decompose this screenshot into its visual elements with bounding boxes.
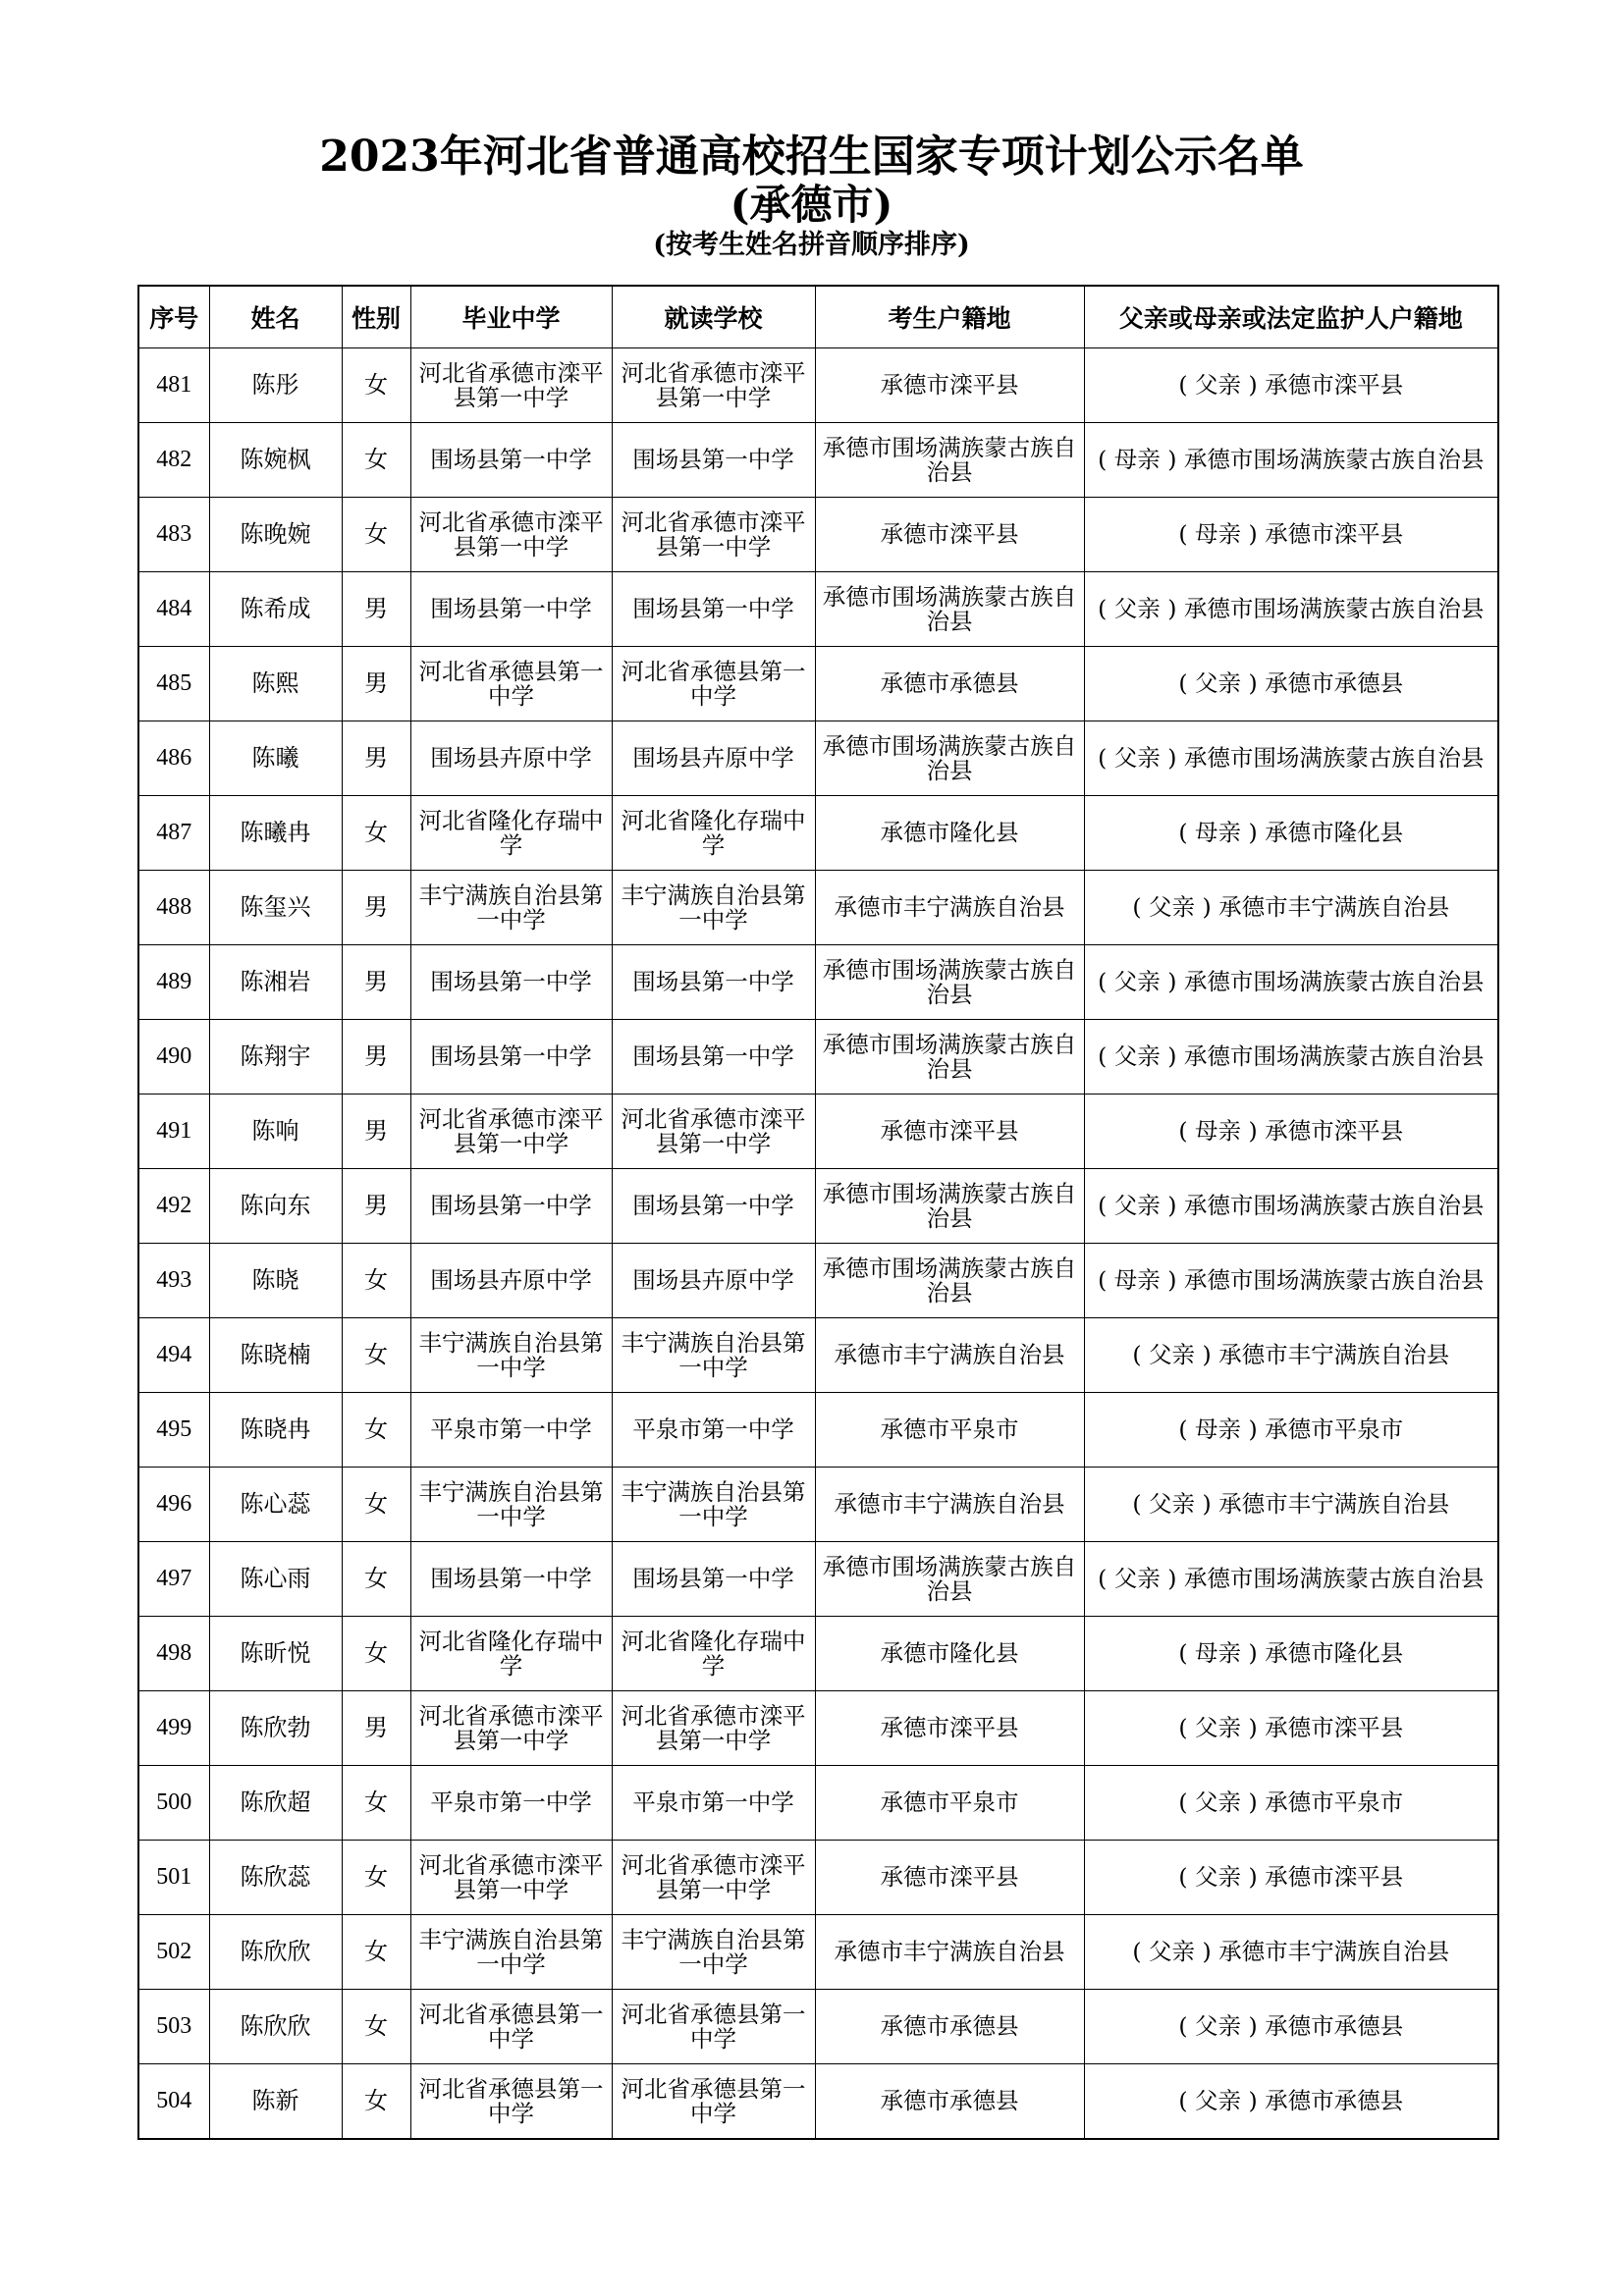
cell-grad-school: 围场县卉原中学 xyxy=(410,721,612,796)
table-row xyxy=(138,1990,1498,2064)
cell-residence: 承德市隆化县 xyxy=(815,1617,1084,1691)
cell-seq: 498 xyxy=(138,1617,209,1691)
table-row xyxy=(138,1841,1498,1915)
guardian-relation: ( 母亲 ) xyxy=(1178,1117,1258,1145)
cell-current-school: 河北省承德市滦平县第一中学 xyxy=(612,1691,815,1766)
cell-gender: 女 xyxy=(342,1766,410,1841)
cell-name: 陈心雨 xyxy=(209,1542,342,1617)
roster-table xyxy=(137,285,1499,2140)
cell-residence: 承德市围场满族蒙古族自治县 xyxy=(815,721,1084,796)
cell-current-school: 平泉市第一中学 xyxy=(612,1393,815,1468)
guardian-relation: ( 母亲 ) xyxy=(1098,1266,1177,1294)
cell-seq: 492 xyxy=(138,1169,209,1244)
cell-name: 陈翔宇 xyxy=(209,1020,342,1095)
guardian-residence: 承德市承德县 xyxy=(1265,2012,1404,2040)
cell-gender: 女 xyxy=(342,348,410,423)
guardian-relation: ( 父亲 ) xyxy=(1178,1789,1258,1816)
cell-current-school: 丰宁满族自治县第一中学 xyxy=(612,1915,815,1990)
cell-residence: 承德市丰宁满族自治县 xyxy=(815,1915,1084,1990)
cell-name: 陈熙 xyxy=(209,647,342,721)
table-row xyxy=(138,1468,1498,1542)
cell-seq: 500 xyxy=(138,1766,209,1841)
cell-guardian-residence xyxy=(1084,1617,1498,1691)
cell-seq: 494 xyxy=(138,1318,209,1393)
cell-gender: 女 xyxy=(342,1244,410,1318)
cell-seq: 484 xyxy=(138,572,209,647)
cell-grad-school: 围场县第一中学 xyxy=(410,1542,612,1617)
cell-seq: 495 xyxy=(138,1393,209,1468)
table-row xyxy=(138,423,1498,498)
cell-gender: 男 xyxy=(342,1095,410,1169)
cell-name: 陈湘岩 xyxy=(209,945,342,1020)
cell-current-school: 丰宁满族自治县第一中学 xyxy=(612,1468,815,1542)
table-row xyxy=(138,1020,1498,1095)
cell-grad-school: 丰宁满族自治县第一中学 xyxy=(410,871,612,945)
table-row xyxy=(138,871,1498,945)
cell-current-school: 河北省承德县第一中学 xyxy=(612,1990,815,2064)
cell-residence: 承德市滦平县 xyxy=(815,1095,1084,1169)
guardian-residence: 承德市承德县 xyxy=(1265,669,1404,697)
guardian-residence: 承德市围场满族蒙古族自治县 xyxy=(1183,1266,1485,1294)
guardian-relation: ( 父亲 ) xyxy=(1132,893,1212,921)
cell-name: 陈晓楠 xyxy=(209,1318,342,1393)
guardian-relation: ( 父亲 ) xyxy=(1098,1192,1177,1219)
cell-gender: 男 xyxy=(342,1691,410,1766)
guardian-residence: 承德市围场满族蒙古族自治县 xyxy=(1183,1565,1485,1592)
cell-name: 陈彤 xyxy=(209,348,342,423)
cell-gender: 女 xyxy=(342,1542,410,1617)
document-title: 2023年河北省普通高校招生国家专项计划公示名单 xyxy=(319,132,1304,182)
cell-gender: 女 xyxy=(342,423,410,498)
table-row xyxy=(138,1393,1498,1468)
cell-name: 陈晓冉 xyxy=(209,1393,342,1468)
cell-name: 陈心蕊 xyxy=(209,1468,342,1542)
cell-guardian-residence xyxy=(1084,1244,1498,1318)
cell-seq: 481 xyxy=(138,348,209,423)
table-row xyxy=(138,1095,1498,1169)
guardian-relation: ( 父亲 ) xyxy=(1178,2087,1258,2114)
cell-guardian-residence xyxy=(1084,871,1498,945)
cell-gender: 女 xyxy=(342,1617,410,1691)
cell-current-school: 围场县第一中学 xyxy=(612,572,815,647)
cell-current-school: 围场县第一中学 xyxy=(612,1542,815,1617)
cell-seq: 504 xyxy=(138,2064,209,2140)
guardian-residence: 承德市隆化县 xyxy=(1265,1639,1404,1667)
cell-residence: 承德市围场满族蒙古族自治县 xyxy=(815,945,1084,1020)
cell-grad-school: 河北省承德市滦平县第一中学 xyxy=(410,1691,612,1766)
cell-guardian-residence xyxy=(1084,945,1498,1020)
guardian-residence: 承德市丰宁满族自治县 xyxy=(1218,893,1450,921)
col-header-grad-school: 毕业中学 xyxy=(410,286,612,348)
cell-grad-school: 围场县第一中学 xyxy=(410,945,612,1020)
cell-name: 陈曦 xyxy=(209,721,342,796)
cell-gender: 女 xyxy=(342,1393,410,1468)
guardian-relation: ( 父亲 ) xyxy=(1178,1714,1258,1741)
guardian-relation: ( 父亲 ) xyxy=(1098,968,1177,995)
cell-grad-school: 河北省承德市滦平县第一中学 xyxy=(410,348,612,423)
guardian-residence: 承德市围场满族蒙古族自治县 xyxy=(1183,595,1485,622)
col-header-residence: 考生户籍地 xyxy=(815,286,1084,348)
table-row xyxy=(138,1915,1498,1990)
cell-current-school: 河北省承德市滦平县第一中学 xyxy=(612,348,815,423)
cell-gender: 女 xyxy=(342,796,410,871)
cell-guardian-residence xyxy=(1084,721,1498,796)
cell-guardian-residence xyxy=(1084,1318,1498,1393)
guardian-residence: 承德市平泉市 xyxy=(1265,1789,1404,1816)
cell-residence: 承德市承德县 xyxy=(815,2064,1084,2140)
cell-grad-school: 河北省承德县第一中学 xyxy=(410,1990,612,2064)
cell-residence: 承德市滦平县 xyxy=(815,348,1084,423)
table-row xyxy=(138,1542,1498,1617)
table-row xyxy=(138,1617,1498,1691)
cell-seq: 503 xyxy=(138,1990,209,2064)
cell-gender: 男 xyxy=(342,871,410,945)
table-row xyxy=(138,1244,1498,1318)
cell-guardian-residence xyxy=(1084,1915,1498,1990)
cell-current-school: 围场县第一中学 xyxy=(612,945,815,1020)
cell-seq: 499 xyxy=(138,1691,209,1766)
guardian-relation: ( 父亲 ) xyxy=(1132,1490,1212,1518)
cell-guardian-residence xyxy=(1084,1020,1498,1095)
cell-residence: 承德市平泉市 xyxy=(815,1393,1084,1468)
table-row xyxy=(138,498,1498,572)
guardian-residence: 承德市滦平县 xyxy=(1265,1117,1404,1145)
cell-name: 陈晚婉 xyxy=(209,498,342,572)
cell-gender: 女 xyxy=(342,1468,410,1542)
cell-seq: 490 xyxy=(138,1020,209,1095)
cell-seq: 496 xyxy=(138,1468,209,1542)
cell-grad-school: 河北省承德市滦平县第一中学 xyxy=(410,498,612,572)
cell-guardian-residence xyxy=(1084,423,1498,498)
cell-gender: 女 xyxy=(342,2064,410,2140)
cell-current-school: 围场县第一中学 xyxy=(612,1020,815,1095)
guardian-relation: ( 母亲 ) xyxy=(1098,446,1177,473)
cell-residence: 承德市平泉市 xyxy=(815,1766,1084,1841)
cell-guardian-residence xyxy=(1084,1169,1498,1244)
guardian-relation: ( 母亲 ) xyxy=(1178,1639,1258,1667)
table-row xyxy=(138,1766,1498,1841)
cell-grad-school: 丰宁满族自治县第一中学 xyxy=(410,1468,612,1542)
cell-seq: 488 xyxy=(138,871,209,945)
cell-grad-school: 围场县第一中学 xyxy=(410,1020,612,1095)
cell-current-school: 河北省隆化存瑞中学 xyxy=(612,796,815,871)
cell-residence: 承德市围场满族蒙古族自治县 xyxy=(815,1020,1084,1095)
guardian-relation: ( 父亲 ) xyxy=(1178,669,1258,697)
cell-guardian-residence xyxy=(1084,572,1498,647)
guardian-relation: ( 母亲 ) xyxy=(1178,520,1258,548)
cell-guardian-residence xyxy=(1084,647,1498,721)
cell-grad-school: 河北省承德县第一中学 xyxy=(410,647,612,721)
cell-gender: 男 xyxy=(342,1020,410,1095)
cell-gender: 女 xyxy=(342,498,410,572)
guardian-residence: 承德市丰宁满族自治县 xyxy=(1218,1938,1450,1965)
guardian-residence: 承德市围场满族蒙古族自治县 xyxy=(1183,744,1485,772)
guardian-relation: ( 父亲 ) xyxy=(1132,1938,1212,1965)
cell-seq: 493 xyxy=(138,1244,209,1318)
cell-grad-school: 平泉市第一中学 xyxy=(410,1766,612,1841)
col-header-guardian-residence: 父亲或母亲或法定监护人户籍地 xyxy=(1084,286,1498,348)
guardian-residence: 承德市平泉市 xyxy=(1265,1415,1404,1443)
cell-current-school: 河北省承德县第一中学 xyxy=(612,2064,815,2140)
table-row xyxy=(138,796,1498,871)
cell-grad-school: 围场县卉原中学 xyxy=(410,1244,612,1318)
cell-residence: 承德市围场满族蒙古族自治县 xyxy=(815,1542,1084,1617)
cell-seq: 489 xyxy=(138,945,209,1020)
col-header-gender: 性别 xyxy=(342,286,410,348)
header-row xyxy=(138,286,1498,348)
guardian-residence: 承德市围场满族蒙古族自治县 xyxy=(1183,968,1485,995)
table-row xyxy=(138,2064,1498,2140)
cell-residence: 承德市隆化县 xyxy=(815,796,1084,871)
cell-grad-school: 河北省隆化存瑞中学 xyxy=(410,1617,612,1691)
cell-seq: 485 xyxy=(138,647,209,721)
cell-gender: 男 xyxy=(342,721,410,796)
cell-name: 陈欣勃 xyxy=(209,1691,342,1766)
cell-name: 陈向东 xyxy=(209,1169,342,1244)
table-row xyxy=(138,647,1498,721)
cell-gender: 女 xyxy=(342,1990,410,2064)
cell-residence: 承德市承德县 xyxy=(815,647,1084,721)
table-row xyxy=(138,1318,1498,1393)
cell-name: 陈欣超 xyxy=(209,1766,342,1841)
cell-guardian-residence xyxy=(1084,1691,1498,1766)
cell-name: 陈欣欣 xyxy=(209,1990,342,2064)
cell-name: 陈欣欣 xyxy=(209,1915,342,1990)
cell-seq: 501 xyxy=(138,1841,209,1915)
cell-residence: 承德市滦平县 xyxy=(815,1841,1084,1915)
table-row xyxy=(138,348,1498,423)
cell-current-school: 丰宁满族自治县第一中学 xyxy=(612,1318,815,1393)
cell-grad-school: 丰宁满族自治县第一中学 xyxy=(410,1915,612,1990)
cell-guardian-residence xyxy=(1084,1542,1498,1617)
cell-gender: 女 xyxy=(342,1318,410,1393)
document-subtitle: (承德市) xyxy=(730,181,893,229)
table-row xyxy=(138,1691,1498,1766)
cell-name: 陈婉枫 xyxy=(209,423,342,498)
guardian-residence: 承德市围场满族蒙古族自治县 xyxy=(1183,1042,1485,1070)
cell-guardian-residence xyxy=(1084,796,1498,871)
guardian-residence: 承德市隆化县 xyxy=(1265,819,1404,846)
cell-grad-school: 河北省承德市滦平县第一中学 xyxy=(410,1841,612,1915)
col-header-current-school: 就读学校 xyxy=(612,286,815,348)
cell-gender: 男 xyxy=(342,1169,410,1244)
cell-current-school: 围场县卉原中学 xyxy=(612,1244,815,1318)
guardian-relation: ( 父亲 ) xyxy=(1178,1863,1258,1891)
table-body xyxy=(138,348,1498,2140)
cell-grad-school: 平泉市第一中学 xyxy=(410,1393,612,1468)
cell-guardian-residence xyxy=(1084,348,1498,423)
cell-guardian-residence xyxy=(1084,1841,1498,1915)
guardian-residence: 承德市滦平县 xyxy=(1265,371,1404,399)
cell-name: 陈玺兴 xyxy=(209,871,342,945)
cell-residence: 承德市围场满族蒙古族自治县 xyxy=(815,423,1084,498)
cell-gender: 男 xyxy=(342,647,410,721)
guardian-residence: 承德市围场满族蒙古族自治县 xyxy=(1183,1192,1485,1219)
guardian-residence: 承德市围场满族蒙古族自治县 xyxy=(1183,446,1485,473)
guardian-residence: 承德市丰宁满族自治县 xyxy=(1218,1341,1450,1368)
cell-current-school: 丰宁满族自治县第一中学 xyxy=(612,871,815,945)
cell-seq: 491 xyxy=(138,1095,209,1169)
guardian-residence: 承德市承德县 xyxy=(1265,2087,1404,2114)
guardian-relation: ( 父亲 ) xyxy=(1132,1341,1212,1368)
cell-guardian-residence xyxy=(1084,2064,1498,2140)
cell-seq: 502 xyxy=(138,1915,209,1990)
guardian-relation: ( 父亲 ) xyxy=(1178,2012,1258,2040)
cell-current-school: 围场县第一中学 xyxy=(612,1169,815,1244)
cell-current-school: 平泉市第一中学 xyxy=(612,1766,815,1841)
cell-grad-school: 河北省隆化存瑞中学 xyxy=(410,796,612,871)
cell-guardian-residence xyxy=(1084,498,1498,572)
table-row xyxy=(138,572,1498,647)
cell-residence: 承德市围场满族蒙古族自治县 xyxy=(815,1169,1084,1244)
cell-grad-school: 围场县第一中学 xyxy=(410,572,612,647)
cell-residence: 承德市围场满族蒙古族自治县 xyxy=(815,1244,1084,1318)
cell-residence: 承德市丰宁满族自治县 xyxy=(815,1468,1084,1542)
col-header-seq: 序号 xyxy=(138,286,209,348)
cell-guardian-residence xyxy=(1084,1990,1498,2064)
cell-seq: 483 xyxy=(138,498,209,572)
cell-residence: 承德市丰宁满族自治县 xyxy=(815,871,1084,945)
cell-current-school: 河北省承德市滦平县第一中学 xyxy=(612,498,815,572)
guardian-relation: ( 父亲 ) xyxy=(1098,744,1177,772)
guardian-residence: 承德市滦平县 xyxy=(1265,1714,1404,1741)
sort-note: (按考生姓名拼音顺序排序) xyxy=(653,230,970,260)
guardian-relation: ( 父亲 ) xyxy=(1178,371,1258,399)
cell-guardian-residence xyxy=(1084,1095,1498,1169)
cell-current-school: 河北省承德市滦平县第一中学 xyxy=(612,1841,815,1915)
guardian-relation: ( 父亲 ) xyxy=(1098,1042,1177,1070)
cell-name: 陈希成 xyxy=(209,572,342,647)
cell-guardian-residence xyxy=(1084,1468,1498,1542)
cell-grad-school: 围场县第一中学 xyxy=(410,423,612,498)
cell-grad-school: 围场县第一中学 xyxy=(410,1169,612,1244)
cell-current-school: 河北省承德市滦平县第一中学 xyxy=(612,1095,815,1169)
cell-residence: 承德市承德县 xyxy=(815,1990,1084,2064)
cell-name: 陈曦冉 xyxy=(209,796,342,871)
cell-guardian-residence xyxy=(1084,1393,1498,1468)
cell-grad-school: 丰宁满族自治县第一中学 xyxy=(410,1318,612,1393)
guardian-relation: ( 母亲 ) xyxy=(1178,1415,1258,1443)
cell-seq: 487 xyxy=(138,796,209,871)
guardian-relation: ( 父亲 ) xyxy=(1098,595,1177,622)
cell-seq: 486 xyxy=(138,721,209,796)
cell-gender: 女 xyxy=(342,1915,410,1990)
cell-name: 陈欣蕊 xyxy=(209,1841,342,1915)
cell-seq: 482 xyxy=(138,423,209,498)
guardian-relation: ( 父亲 ) xyxy=(1098,1565,1177,1592)
table-row xyxy=(138,721,1498,796)
cell-residence: 承德市围场满族蒙古族自治县 xyxy=(815,572,1084,647)
cell-name: 陈新 xyxy=(209,2064,342,2140)
guardian-residence: 承德市滦平县 xyxy=(1265,520,1404,548)
cell-grad-school: 河北省承德市滦平县第一中学 xyxy=(410,1095,612,1169)
cell-current-school: 河北省承德县第一中学 xyxy=(612,647,815,721)
cell-current-school: 围场县第一中学 xyxy=(612,423,815,498)
cell-residence: 承德市丰宁满族自治县 xyxy=(815,1318,1084,1393)
table-row xyxy=(138,1169,1498,1244)
cell-name: 陈昕悦 xyxy=(209,1617,342,1691)
cell-residence: 承德市滦平县 xyxy=(815,498,1084,572)
guardian-residence: 承德市滦平县 xyxy=(1265,1863,1404,1891)
cell-gender: 女 xyxy=(342,1841,410,1915)
guardian-relation: ( 母亲 ) xyxy=(1178,819,1258,846)
col-header-name: 姓名 xyxy=(209,286,342,348)
cell-gender: 男 xyxy=(342,945,410,1020)
cell-grad-school: 河北省承德县第一中学 xyxy=(410,2064,612,2140)
cell-name: 陈晓 xyxy=(209,1244,342,1318)
cell-residence: 承德市滦平县 xyxy=(815,1691,1084,1766)
cell-name: 陈响 xyxy=(209,1095,342,1169)
cell-current-school: 围场县卉原中学 xyxy=(612,721,815,796)
cell-current-school: 河北省隆化存瑞中学 xyxy=(612,1617,815,1691)
table-row xyxy=(138,945,1498,1020)
cell-seq: 497 xyxy=(138,1542,209,1617)
cell-gender: 男 xyxy=(342,572,410,647)
cell-guardian-residence xyxy=(1084,1766,1498,1841)
guardian-residence: 承德市丰宁满族自治县 xyxy=(1218,1490,1450,1518)
